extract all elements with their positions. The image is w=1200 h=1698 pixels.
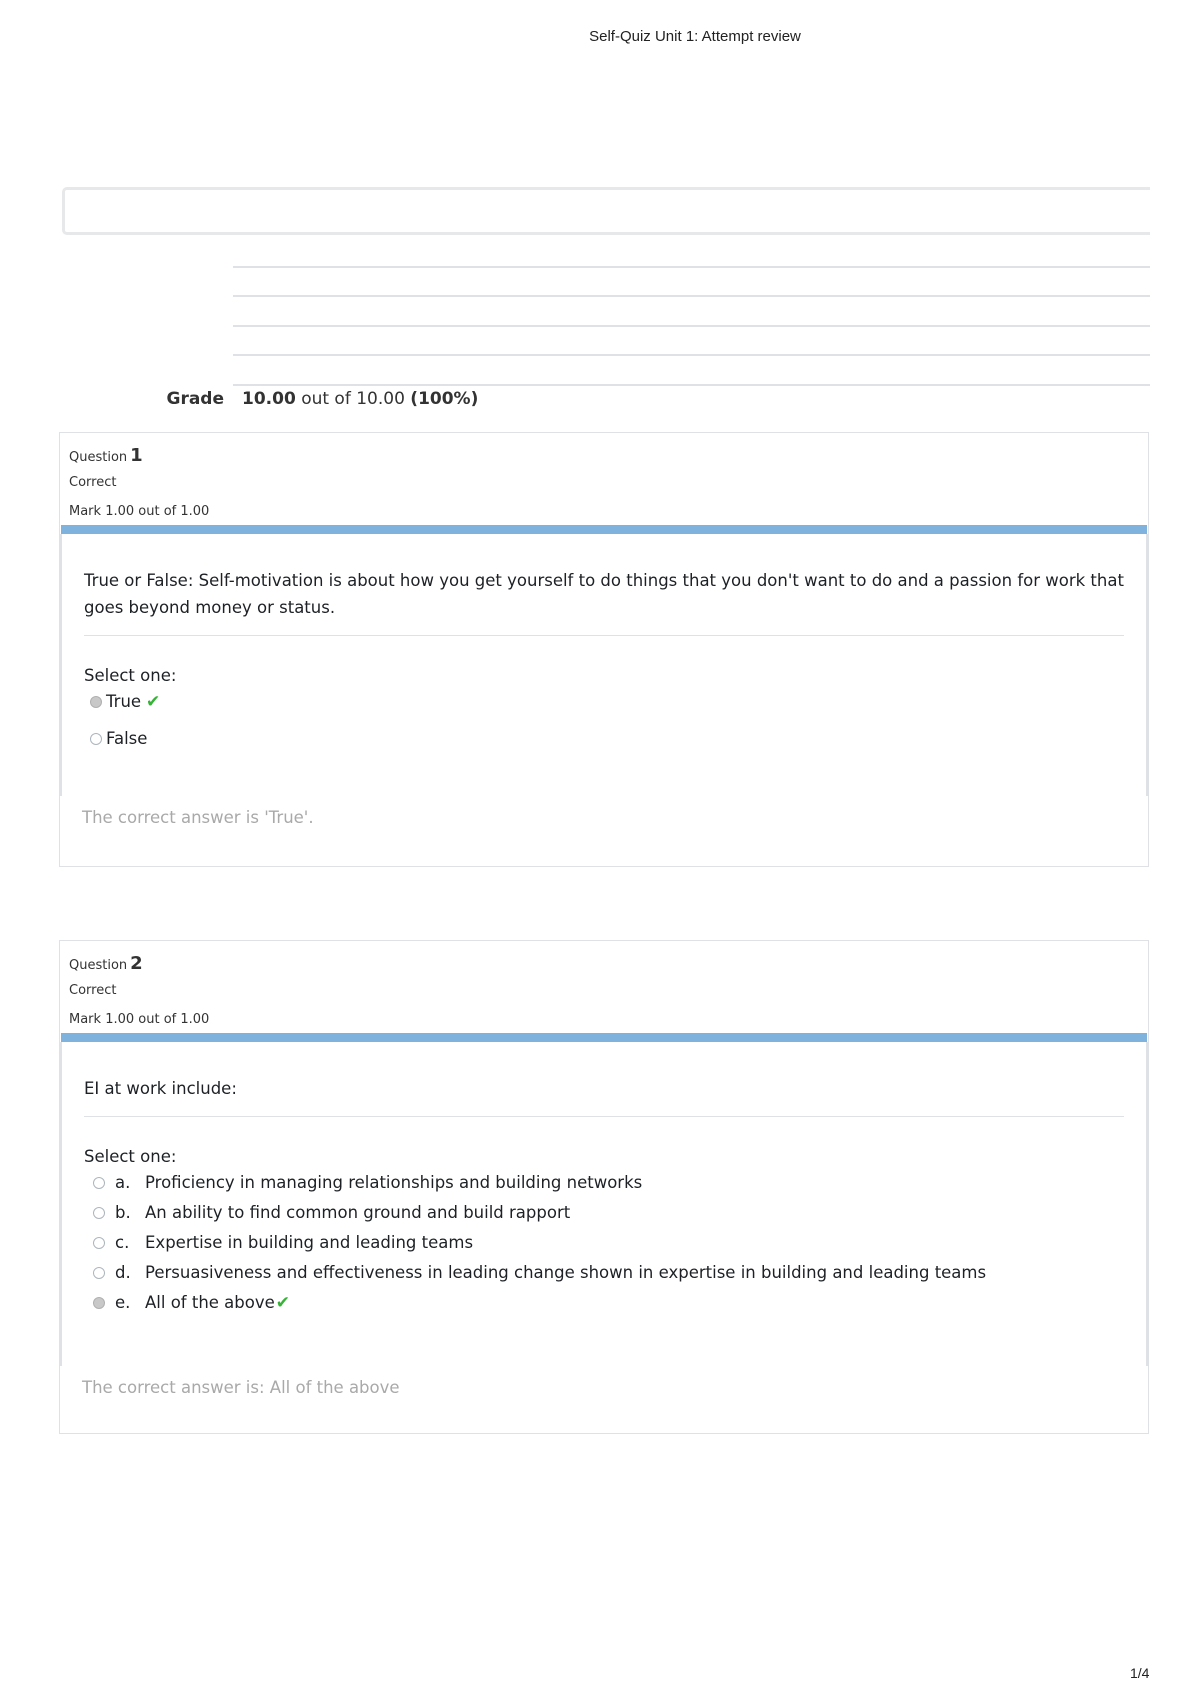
question-bar — [61, 1033, 1147, 1042]
answer-option-false[interactable] — [84, 726, 1124, 752]
question-mark: Mark 1.00 out of 1.00 — [69, 1012, 210, 1027]
option-letter: a. — [115, 1173, 131, 1192]
question-text: True or False: Self-motivation is about how you get yourself to do things that you don't want to do and a passion for work that goes beyond money or status. — [84, 534, 1124, 636]
question-info — [60, 433, 1148, 525]
question-state: Correct — [69, 983, 117, 998]
select-one-label: Select one: — [84, 1147, 177, 1166]
answer-label: All of the above — [145, 1293, 275, 1312]
correct-check-icon: ✔ — [146, 692, 161, 712]
grade-value — [242, 389, 478, 409]
answer-option-b[interactable] — [84, 1200, 1124, 1226]
select-one-label: Select one: — [84, 666, 177, 685]
question-number: 1 — [130, 445, 143, 466]
answer-option-d[interactable] — [84, 1260, 1124, 1286]
radio-button[interactable] — [93, 1207, 105, 1219]
radio-button[interactable] — [90, 733, 102, 745]
answer-option-true[interactable] — [84, 689, 1124, 715]
answer-label: Expertise in building and leading teams — [145, 1233, 474, 1252]
option-letter: d. — [115, 1263, 131, 1282]
question-text: EI at work include: — [84, 1042, 1124, 1117]
question-title — [69, 953, 1139, 977]
question-state: Correct — [69, 475, 117, 490]
page-number: 1/4 — [1130, 1665, 1150, 1681]
option-letter: c. — [115, 1233, 130, 1252]
option-letter: b. — [115, 1203, 131, 1222]
question-title-label: Question — [69, 450, 128, 465]
radio-button[interactable] — [93, 1237, 105, 1249]
summary-row-divider — [233, 354, 1150, 356]
answer-label: An ability to find common ground and build rapport — [145, 1203, 571, 1222]
option-letter: e. — [115, 1293, 131, 1312]
question-feedback: The correct answer is: All of the above — [82, 1378, 400, 1397]
question-number: 2 — [130, 953, 143, 974]
question-info — [60, 941, 1148, 1033]
radio-button[interactable] — [93, 1297, 105, 1309]
correct-check-icon: ✔ — [275, 1293, 291, 1313]
question-title-label: Question — [69, 958, 128, 973]
radio-button[interactable] — [90, 696, 102, 708]
question-2 — [59, 940, 1149, 1434]
answer-option-a[interactable] — [84, 1170, 1124, 1196]
grade-score: 10.00 — [242, 389, 296, 409]
question-content — [60, 534, 1148, 796]
question-content — [60, 1042, 1148, 1366]
summary-row-divider — [233, 295, 1150, 297]
question-feedback: The correct answer is 'True'. — [82, 808, 314, 827]
answer-option-e[interactable] — [84, 1290, 1124, 1316]
answer-label: True — [106, 692, 142, 711]
radio-button[interactable] — [93, 1267, 105, 1279]
grade-label: Grade — [166, 389, 224, 409]
answer-label: Persuasiveness and effectiveness in leading change shown in expertise in building and leading teams — [145, 1263, 987, 1282]
summary-row-divider — [233, 384, 1150, 386]
radio-button[interactable] — [93, 1177, 105, 1189]
question-mark: Mark 1.00 out of 1.00 — [69, 504, 210, 519]
answer-option-c[interactable] — [84, 1230, 1124, 1256]
summary-row-divider — [233, 266, 1150, 268]
answer-label: Proficiency in managing relationships and building networks — [145, 1173, 643, 1192]
question-1 — [59, 432, 1149, 867]
question-bar — [61, 525, 1147, 534]
grade-percent: (100%) — [410, 389, 479, 409]
summary-row-divider — [233, 325, 1150, 327]
page-header: Self-Quiz Unit 1: Attempt review — [589, 28, 801, 45]
summary-table-header — [62, 187, 1150, 235]
answer-label: False — [106, 729, 148, 748]
question-title — [69, 445, 1139, 469]
grade-out-of: out of 10.00 — [301, 389, 405, 409]
